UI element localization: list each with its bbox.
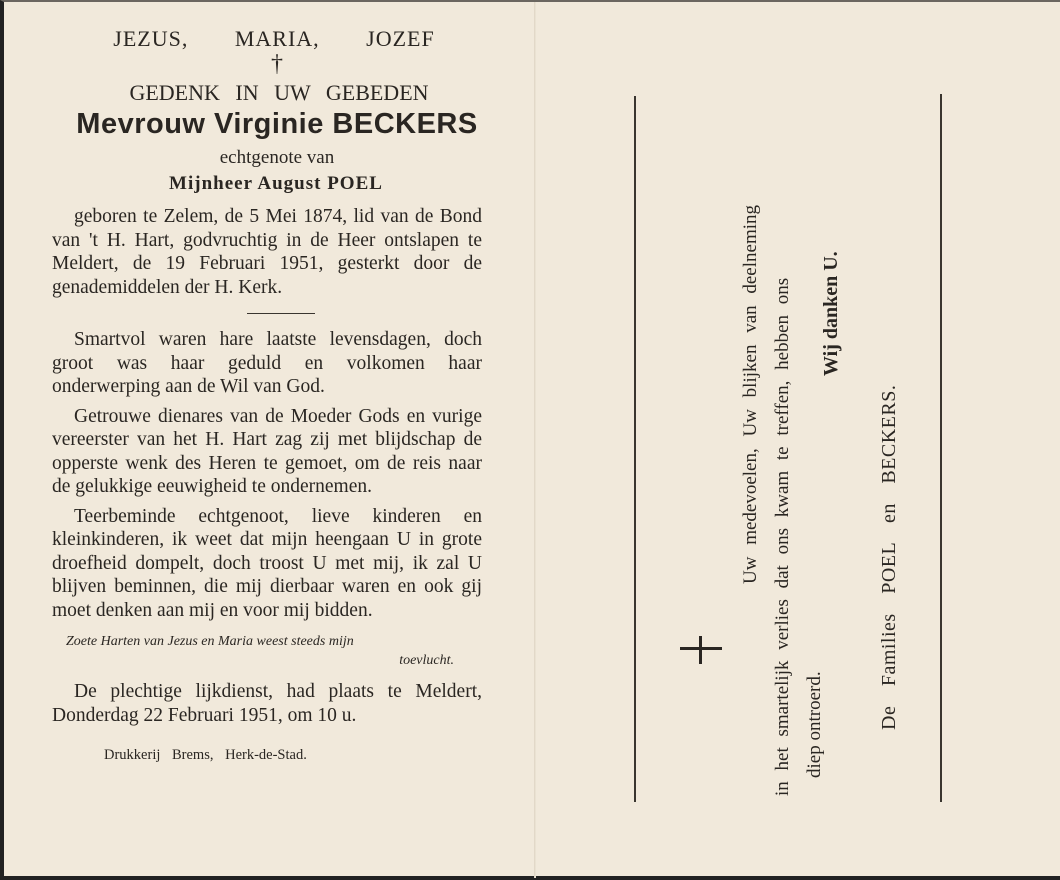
printer-credit: Drukkerij Brems, Herk-de-Stad. bbox=[104, 747, 307, 763]
divider-rule bbox=[247, 313, 315, 314]
jesus-maria-jozef-heading bbox=[66, 26, 482, 52]
invocation-line-1: Zoete Harten van Jezus en Maria weest steeds mijn bbox=[66, 634, 354, 649]
thanks-line-2: in het smartelijk verlies dat ons kwam te treffen, hebben ons bbox=[772, 277, 793, 796]
invocation bbox=[52, 632, 482, 670]
deceased-name: Mevrouw Virginie BECKERS bbox=[76, 108, 478, 140]
families-signature: De Families POEL en BECKERS. bbox=[878, 384, 900, 730]
thanks-line-1: Uw medevoelen, Uw blijken van deelneming bbox=[740, 204, 761, 584]
funeral-paragraph: De plechtige lijkdienst, had plaats te Meldert, Donderdag 22 Februari 1951, om 10 u. bbox=[52, 681, 482, 726]
maria-word: MARIA, bbox=[234, 26, 320, 51]
paragraph-suffering: Smartvol waren hare laatste levensdagen, doch groot was haar geduld en volkomen haar onderwerping aan de Wil van God. bbox=[52, 329, 482, 397]
paragraph-devotion: Getrouwe dienares van de Moeder Gods en vurige vereerster van het H. Hart zag zij met blijdschap de opperste wenk des Heren te gemoet, om de reis naar de gelukkige eeuwigheid te ondernemen. bbox=[52, 405, 482, 497]
cross-icon bbox=[680, 636, 722, 664]
dagger-cross-icon: † bbox=[271, 51, 283, 77]
card-fold bbox=[534, 2, 536, 878]
spouse-of-label: echtgenote van bbox=[219, 147, 335, 168]
right-border-line-left bbox=[634, 96, 636, 802]
husband-name: Mijnheer August POEL bbox=[169, 173, 383, 194]
jozef-word: JOZEF bbox=[366, 26, 435, 51]
wij-danken-text: Wij danken U. bbox=[820, 251, 842, 376]
right-border-line-right bbox=[940, 94, 942, 802]
jesus-word: JEZUS, bbox=[113, 26, 189, 51]
thanks-line-3: diep ontroerd. bbox=[804, 671, 825, 778]
gedenk-heading: GEDENK IN UW GEBEDEN bbox=[129, 80, 429, 105]
invocation-line-2: toevlucht. bbox=[399, 653, 454, 668]
paragraph-farewell: Teerbeminde echtgenoot, lieve kinderen en kleinkinderen, ik weet dat mijn heengaan U in grote droefheid dompelt, doch troost U met mij, ik zal U blijven beminnen, die mij dierbaar waren en ook gij moet denken aan mij en voor mij bidden. bbox=[52, 505, 482, 621]
left-panel bbox=[52, 26, 482, 764]
biography-paragraph: geboren te Zelem, de 5 Mei 1874, lid van de Bond van 't H. Hart, godvruchtig in de Heer ontslapen te Meldert, de 19 Februari 1951, gesterkt door de genademiddelen der H. Kerk. bbox=[52, 206, 482, 298]
